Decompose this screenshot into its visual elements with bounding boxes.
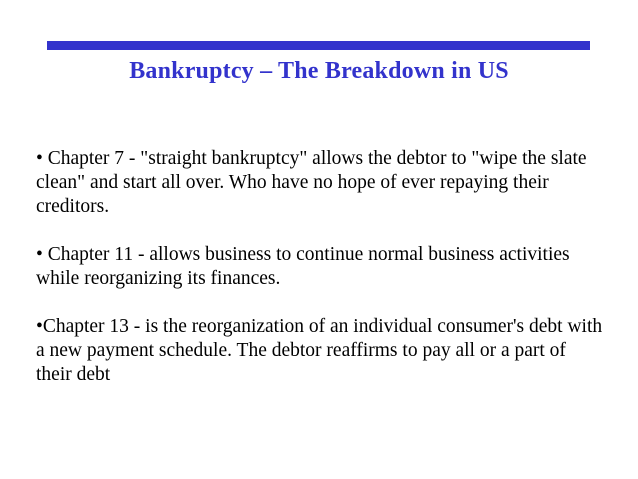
bullet-list — [36, 147, 606, 411]
bullet-chapter-7: • Chapter 7 - "straight bankruptcy" allows the debtor to "wipe the slate clean" and start all over. Who have no hope of ever repaying their creditors. — [36, 148, 587, 217]
slide-title: Bankruptcy – The Breakdown in US — [129, 58, 509, 84]
bullet-chapter-13: •Chapter 13 - is the reorganization of an individual consumer's debt with a new payment schedule. The debtor reaffirms to pay all or a part of their debt — [36, 316, 603, 385]
bullet-chapter-11: • Chapter 11 - allows business to continue normal business activities while reorganizing its finances. — [36, 244, 570, 289]
title-rule — [47, 41, 590, 50]
